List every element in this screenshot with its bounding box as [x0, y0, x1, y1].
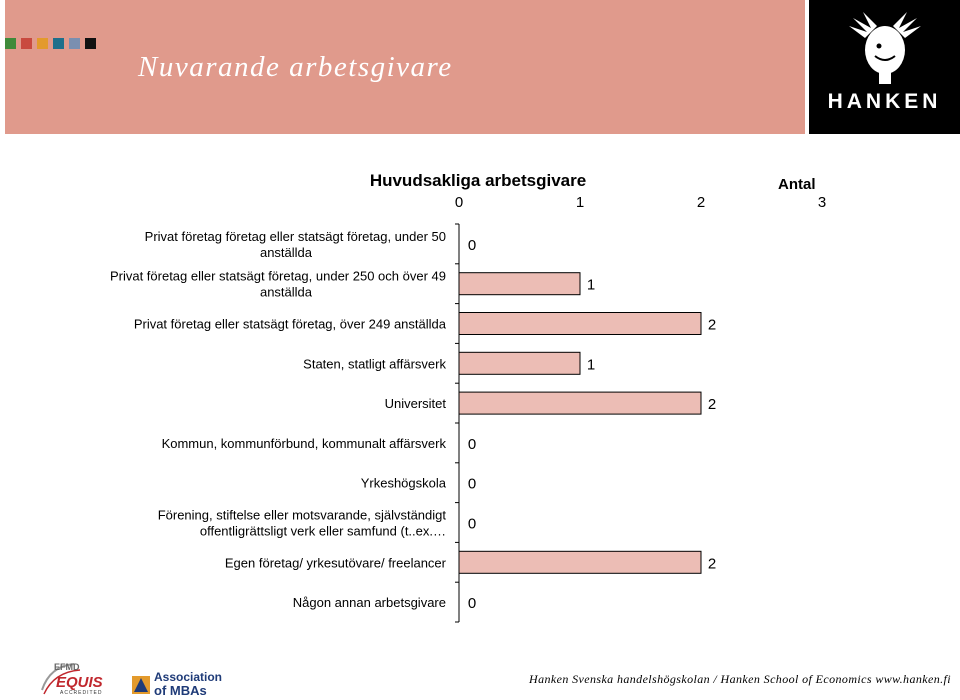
page-title: Nuvarande arbetsgivare: [138, 51, 453, 83]
equis-sub-text: ACCREDITED: [60, 690, 103, 696]
category-label-line: Någon annan arbetsgivare: [292, 595, 446, 611]
data-label: 2: [707, 316, 717, 334]
category-label: [293, 595, 446, 610]
category-label-line: Kommun, kommunförbund, kommunalt affärsverk: [161, 435, 446, 451]
category-label: [225, 555, 447, 570]
category-label-line: Staten, statligt affärsverk: [303, 356, 446, 372]
category-label-line: Egen företag/ yrkesutövare/ freelancer: [224, 555, 446, 571]
category-label: [303, 356, 446, 371]
data-label: 0: [467, 595, 477, 613]
category-label: [385, 396, 447, 411]
bar: [459, 313, 701, 335]
data-label: 0: [467, 515, 477, 533]
equis-logo: [40, 660, 103, 698]
equis-efmd-text: EFMD: [54, 662, 80, 672]
data-label: 0: [467, 236, 477, 254]
unit-label: Antal: [778, 176, 816, 193]
bar: [459, 392, 701, 414]
category-label-line: Förening, stiftelse eller motsvarande, självständigt: [157, 507, 446, 523]
x-tick-label: 0: [454, 194, 464, 211]
data-label: 1: [586, 356, 596, 374]
category-label-line: anställda: [259, 244, 313, 260]
category-label-line: Universitet: [384, 396, 446, 412]
category-label-line: Privat företag företag eller statsägt företag, under 50: [144, 228, 446, 244]
amba-mark-icon: [132, 676, 150, 694]
category-label-line: Privat företag eller statsägt företag, under 250 och över 49: [109, 268, 446, 284]
footer-text: Hanken Svenska handelshögskolan / Hanken School of Economics www.hanken.fi: [529, 672, 951, 686]
data-label: 2: [707, 396, 717, 414]
data-label: 0: [467, 435, 477, 453]
equis-name-text: EQUIS: [56, 674, 103, 691]
category-label: [361, 476, 447, 491]
logo-text: HANKEN: [827, 90, 942, 113]
amba-line-1: Association: [154, 670, 223, 684]
chart-title: Huvudsakliga arbetsgivare: [369, 171, 587, 190]
amba-logo: [132, 670, 222, 700]
data-label: 2: [707, 555, 717, 573]
x-tick-label: 1: [575, 194, 585, 211]
bar: [459, 551, 701, 573]
data-label: 0: [467, 475, 477, 493]
data-label: 1: [586, 276, 596, 294]
category-label: [134, 317, 447, 332]
category-label-line: Yrkeshögskola: [360, 475, 446, 491]
category-label: [145, 229, 446, 260]
x-tick-label: 3: [817, 194, 827, 211]
category-label: [158, 508, 447, 539]
category-label-line: Privat företag eller statsägt företag, över 249 anställda: [133, 316, 446, 332]
category-label: [110, 269, 446, 300]
bar: [459, 352, 580, 374]
x-tick-label: 2: [696, 194, 706, 211]
category-label-line: offentligrättsligt verk eller samfund (t..ex.…: [199, 523, 446, 539]
bar: [459, 273, 580, 295]
category-label-line: anställda: [259, 284, 313, 300]
category-label: [162, 436, 447, 451]
amba-line-2: of MBAs: [154, 683, 207, 698]
